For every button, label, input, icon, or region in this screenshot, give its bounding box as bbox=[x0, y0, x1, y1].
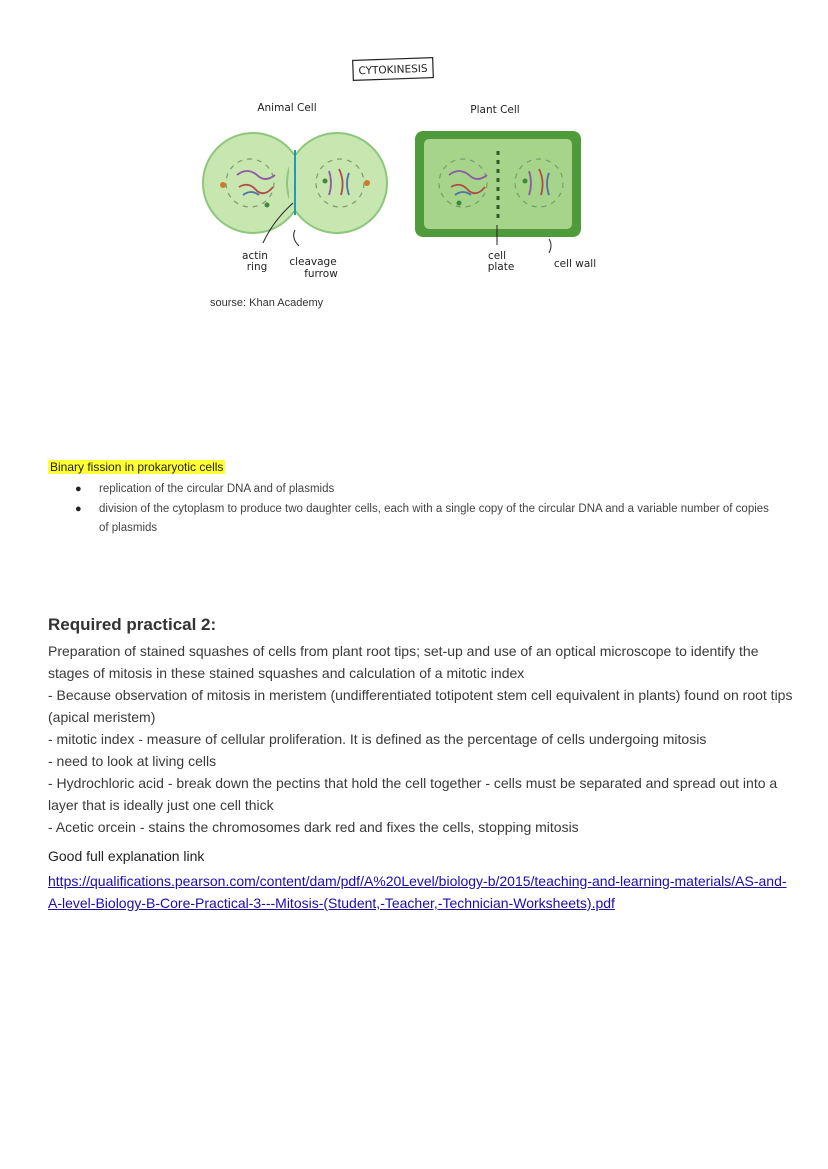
image-source: sourse: Khan Academy bbox=[210, 297, 324, 309]
practical-title: Required practical 2: bbox=[48, 615, 217, 634]
cleavage-furrow-label-2: furrow bbox=[304, 268, 338, 280]
cytokinesis-diagram bbox=[195, 55, 615, 290]
cell-plate-label-2: plate bbox=[487, 261, 515, 273]
explanation-link[interactable]: https://qualifications.pearson.com/content/dam/pdf/A%20Level/biology-b/2015/teaching-and-learning-materials/AS-and-A-level-Biology-B-Core-Practical-3---Mitosis-(Student,-Teacher,-Technician-Worksheets).pdf bbox=[48, 873, 787, 911]
plant-cell bbox=[415, 131, 581, 237]
practical-paragraph: - Hydrochloric acid - break down the pectins that hold the cell together - cells must be separated and spread out into a layer that is ideally just one cell thick bbox=[48, 775, 778, 813]
practical-paragraph: - Acetic orcein - stains the chromosomes dark red and fixes the cells, stopping mitosis bbox=[48, 819, 579, 835]
plant-cell-label: Plant Cell bbox=[470, 104, 520, 116]
animal-cell bbox=[203, 133, 387, 233]
practical-paragraph: Preparation of stained squashes of cells from plant root tips; set-up and use of an optical microscope to identify the stages of mitosis in these stained squashes and calculation of a mitotic index bbox=[48, 643, 759, 681]
list-item: ● replication of the circular DNA and of plasmids bbox=[75, 483, 335, 495]
cleavage-furrow-label-1: cleavage bbox=[289, 256, 337, 268]
practical-paragraph: - Because observation of mitosis in meristem (undifferentiated totipotent stem cell equivalent in plants) found on root tips (apical meristem) bbox=[48, 687, 793, 725]
actin-ring-label-2: ring bbox=[246, 261, 268, 273]
list-item: ● division of the cytoplasm to produce two daughter cells, each with a single copy of the circular DNA and a variable number of copies of plasmids bbox=[75, 503, 769, 534]
actin-ring-label-1: actin bbox=[242, 250, 268, 262]
practical-paragraph: - need to look at living cells bbox=[48, 753, 217, 769]
practical-paragraph: - mitotic index - measure of cellular proliferation. It is defined as the percentage of cells undergoing mitosis bbox=[48, 731, 707, 747]
figure-title: CYTOKINESIS bbox=[358, 62, 428, 78]
link-label: Good full explanation link bbox=[48, 848, 205, 864]
cell-wall-label: cell wall bbox=[553, 258, 597, 270]
binary-fission-list bbox=[72, 480, 772, 539]
animal-cell-label: Animal Cell bbox=[257, 102, 317, 114]
binary-fission-heading: Binary fission in prokaryotic cells bbox=[50, 460, 224, 474]
cell-plate-label-1: cell bbox=[487, 250, 507, 262]
practical-body bbox=[48, 640, 793, 838]
